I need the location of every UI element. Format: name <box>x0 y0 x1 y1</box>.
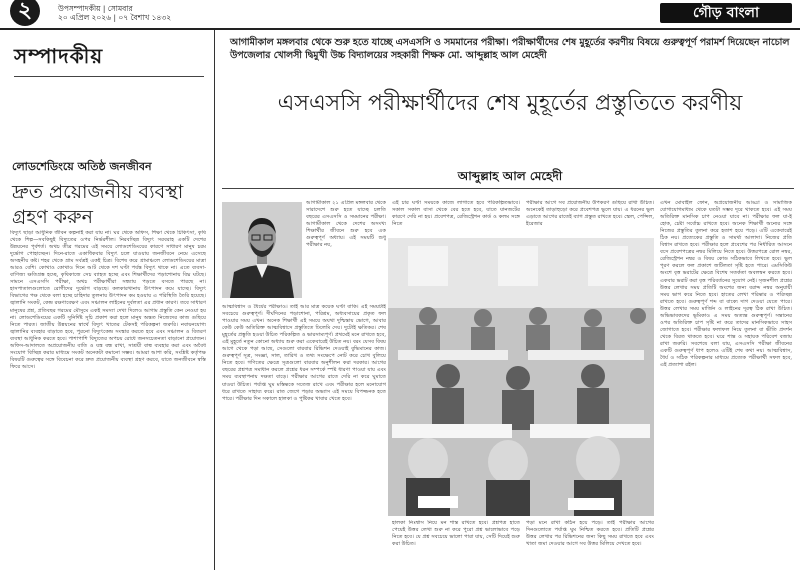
author-photo <box>222 202 302 298</box>
article-column-2-top: এই চার ঘণ্টা সময়কে কাজে লাগাতে হবে পরিকল্পিতভাবে। সকাল সকাল বাসা থেকে বের হতে হবে, যাতে যানজটের কারণে দেরি না হয়। প্রবেশপত্র, রেজিস্ট্রেশন কার্ড ও কলম সঙ্গে নিতে <box>392 200 520 228</box>
article-column-3-top: পরীক্ষার আগে সব প্রয়োজনীয় উপকরণ গুছিয়ে রাখা উচিত। অনেকেই তাড়াহুড়ো করে প্রবেশপত্র ভুলে যায়। এ ধরনের ভুল এড়াতে আগের রাতেই ব্যাগ প্রস্তুত রাখতে হবে। স্কেল, পেন্সিল, ইরেজার <box>526 200 654 228</box>
editorial-section-title: সম্পাদকীয় <box>14 44 104 68</box>
editorial-divider <box>14 76 204 77</box>
article-column-3-bottom: পড়া মনে রাখা কঠিন হয়ে পড়ে। তাই পরীক্ষার আগের দিনগুলোতে পর্যাপ্ত ঘুম নিশ্চিত করতে হবে। প্রতিটি প্রশ্নের উত্তর লেখার পর রিভিশনের জন্য কিছু সময় রাখতে হবে এবং খাতা জমা দেওয়ার আগে সব উত্তর মিলিয়ে দেখতে হবে। <box>526 520 654 548</box>
author-portrait-illustration <box>222 202 302 298</box>
exam-hall-illustration <box>388 238 654 516</box>
article-divider <box>222 188 794 189</box>
editorial-body: বিদ্যুৎ ছাড়া আধুনিক জীবন কল্পনাই করা যায় না। ঘর থেকে অফিস, শিক্ষা থেকে চিকিৎসা, কৃষি থেকে শিল্প—সবকিছুই বিদ্যুতের ওপর নির্ভরশীল। নিরবচ্ছিন্ন বিদ্যুৎ সরবরাহ একটি দেশের উন্নয়নের পূর্বশর্ত। অথচ তীব্র গরমের এই সময়ে লোডশেডিংয়ের কারণে সাধারণ মানুষ চরম দুর্ভোগ পোহাচ্ছেন। দিনে-রাতে একাধিকবার বিদ্যুৎ চলে যাওয়ায় জনজীবনে নেমে এসেছে অসহনীয় কষ্ট। শহর থেকে গ্রাম সর্বত্রই একই চিত্র। বিশেষ করে গ্রামাঞ্চলে লোডশেডিংয়ের মাত্রা আরও বেশি। কোথাও কোথাও দিনে আট থেকে দশ ঘণ্টা পর্যন্ত বিদ্যুৎ থাকে না। এতে ব্যবসা-বাণিজ্য ক্ষতিগ্রস্ত হচ্ছে, কৃষিকাজে সেচ ব্যাহত হচ্ছে এবং শিক্ষার্থীদের পড়াশোনায় বিঘ্ন ঘটছে। সামনে এসএসসি পরীক্ষা, অথচ পরীক্ষার্থীরা সন্ধ্যায় পড়তে বসতে পারছে না। হাসপাতালগুলোতে রোগীদের দুর্ভোগ বাড়ছে। কলকারখানায় উৎপাদন কমে যাচ্ছে। বিদ্যুৎ বিভাগের পক্ষ থেকে বলা হচ্ছে চাহিদার তুলনায় উৎপাদন কম হওয়ায় এ পরিস্থিতি তৈরি হয়েছে। জ্বালানি সংকট, কেন্দ্র রক্ষণাবেক্ষণ এবং সঞ্চালন লাইনের দুর্বলতা এর প্রধান কারণ। তবে সাধারণ মানুষের প্রশ্ন, প্রতিবছর গরমের মৌসুমে একই সমস্যা দেখা দিলেও আগাম প্রস্তুতি কেন নেওয়া হয় না। লোডশেডিংয়ের একটি সুনির্দিষ্ট সূচি প্রকাশ করা হলে মানুষ অন্তত নিজেদের কাজ গুছিয়ে নিতে পারত। জাতীয় উন্নয়নের স্বার্থে বিদ্যুৎ খাতের টেকসই পরিকল্পনা জরুরি। নবায়নযোগ্য জ্বালানির ব্যবহার বাড়াতে হবে, পুরনো বিদ্যুৎকেন্দ্র সংস্কার করতে হবে এবং সঞ্চালন ও বিতরণ ব্যবস্থা আধুনিক করতে হবে। পাশাপাশি বিদ্যুতের অপচয় রোধে জনসচেতনতা বাড়ানো প্রয়োজন। অফিস-আদালতে অপ্রয়োজনীয় বাতি ও যন্ত্র বন্ধ রাখা, সাশ্রয়ী বাল্ব ব্যবহার করা এবং অবৈধ সংযোগ বিচ্ছিন্ন করার মাধ্যমে সংকট অনেকটা কমানো সম্ভব। আমরা আশা করি, সংশ্লিষ্ট কর্তৃপক্ষ বিষয়টি গুরুত্বের সঙ্গে বিবেচনা করে দ্রুত প্রয়োজনীয় ব্যবস্থা গ্রহণ করবে, যাতে জনজীবনে স্বস্তি ফিরে আসে। <box>10 230 206 370</box>
article-column-1: আত্মবিশ্বাস ও ধৈর্যের পরীক্ষাও। তাই আর মাত্র কয়েক ঘণ্টা বাকি। এই সময়টাই সবচেয়ে গুরুত্বপূর্ণ। দীর্ঘদিনের পড়াশোনা, পরিশ্রম, অধ্যবসায়ের প্রকৃত ফল পাওয়ার সময় এখন। অনেক শিক্ষার্থী এই সময়ে অযথা দুশ্চিন্তায় ভোগে, আবার কেউ কেউ অতিরিক্ত আত্মবিশ্বাসে প্রস্তুতিতে ঢিলেমি দেয়। দুটোই ক্ষতিকর। শেষ মুহূর্তের প্রস্তুতি হওয়া উচিত পরিকল্পিত ও ভারসাম্যপূর্ণ। প্রথমেই মনে রাখতে হবে, এই মুহূর্তে নতুন কোনো অধ্যায় শুরু করা একেবারেই উচিত নয়। বরং যেসব বিষয় আগে থেকে পড়া আছে, সেগুলো বারবার রিভিশন দেওয়াই বুদ্ধিমানের কাজ। গুরুত্বপূর্ণ সূত্র, সংজ্ঞা, সাল, তারিখ ও তথ্য সংক্ষেপে নোট করে চোখ বুলিয়ে নিতে হবে। গণিতের ক্ষেত্রে সূত্রগুলো বারবার অনুশীলন করা দরকার। আগের বছরের প্রশ্নপত্র সমাধান করলে প্রশ্নের ধরন সম্পর্কে স্পষ্ট ধারণা পাওয়া যায় এবং সময় ব্যবস্থাপনায় দক্ষতা বাড়ে। পরীক্ষার আগের রাতে দেরি না করে ঘুমাতে যাওয়া উচিত। পর্যাপ্ত ঘুম মস্তিষ্ককে সতেজ রাখে এবং পরীক্ষার হলে মনোযোগ ধরে রাখতে সাহায্য করে। রাত জেগে পড়ার অভ্যাস এই সময়ে বিপজ্জনক হতে পারে। পরীক্ষার দিন সকালে হালকা ও পুষ্টিকর খাবার খেতে হবে। <box>222 304 386 402</box>
editorial-column <box>0 30 215 570</box>
newspaper-logo: গৌড় বাংলা <box>660 3 792 23</box>
article-headline: এসএসসি পরীক্ষার্থীদের শেষ মুহূর্তের প্রস্তুতিতে করণীয় <box>277 91 743 116</box>
article-column-1-top: আগামীকাল ২১ এপ্রিল মঙ্গলবার থেকে সারাদেশে শুরু হতে যাচ্ছে চলতি বছরের এসএসসি ও সমমানের পরীক্ষা। আগামীকাল থেকে দেশের অসংখ্য শিক্ষার্থীর জীবনে শুরু হবে এক গুরুত্বপূর্ণ অধ্যায়। এই সময়টি শুধু পরীক্ষার নয়, <box>306 200 386 249</box>
editorial-kicker: লোডশেডিংয়ে অতিষ্ঠ জনজীবন <box>12 160 152 173</box>
article-intro: আগামীকাল মঙ্গলবার থেকে শুরু হতে যাচ্ছে এসএসসি ও সমমানের পরীক্ষা। পরীক্ষার্থীদের শেষ মুহূর্তের করণীয় বিষয়ে গুরুত্বপূর্ণ পরামর্শ দিয়েছেন নাচোল উপজেলার খোলসী দ্বিমুখী উচ্চ বিদ্যালয়ের সহকারী শিক্ষক মো. আব্দুল্লাহ আল মেহেদী <box>230 37 790 61</box>
article-column-2-bottom: হালকা নিঃশ্বাস নিয়ে মন শান্ত রাখতে হবে। প্রশ্নপত্র হাতে পেয়েই উত্তর লেখা শুরু না করে পুরো প্রশ্ন ভালোভাবে পড়ে নিতে হবে। যে প্রশ্ন সবচেয়ে ভালো পারা যায়, সেটি দিয়েই শুরু করা উচিত। <box>392 520 520 548</box>
date-line: উপসম্পাদকীয় | সোমবার ২০ এপ্রিল ২০২৬ | ০৭ বৈশাখ ১৪৩২ <box>58 4 172 22</box>
page-number-badge: ২ <box>10 0 40 26</box>
editorial-title: দ্রুত প্রয়োজনীয় ব্যবস্থা গ্রহণ করুন <box>12 181 184 228</box>
exam-hall-photo <box>388 238 654 516</box>
article-column-4: এখন মোবাইল ফোন, অপ্রয়োজনীয় আড্ডা ও সামাজিক যোগাযোগমাধ্যম থেকে যতটা সম্ভব দূরে থাকতে হবে। এই সময় অতিরিক্ত মানসিক চাপ নেওয়া যাবে না। পরীক্ষার ফল যা-ই হোক, চেষ্টা সর্বোচ্চ রাখতে হবে। অনেক শিক্ষার্থী অন্যের সঙ্গে নিজের প্রস্তুতির তুলনা করে হতাশ হয়ে পড়ে। এটি একেবারেই ঠিক নয়। প্রত্যেকের প্রস্তুতি ও সামর্থ্য আলাদা। নিজের প্রতি বিশ্বাস রাখতে হবে। পরীক্ষার হলে প্রবেশের পর নির্ধারিত আসনে বসে প্রবেশপত্রের নম্বর মিলিয়ে নিতে হবে। উত্তরপত্রে রোল নম্বর, রেজিস্ট্রেশন নম্বর ও বিষয় কোড সঠিকভাবে লিখতে হবে। ভুল পূরণ করলে ফল প্রকাশে জটিলতা সৃষ্টি হতে পারে। এমসিকিউ অংশে বৃত্ত ভরাটের ক্ষেত্রে বিশেষ সতর্কতা অবলম্বন করতে হবে। একবার ভরাট করা বৃত্ত পরিবর্তনের সুযোগ নেই। সৃজনশীল প্রশ্নের উত্তর লেখার সময় প্রতিটি অংশের জন্য বরাদ্দ নম্বর অনুযায়ী সময় ভাগ করে নিতে হবে। হাতের লেখা পরিষ্কার ও পরিচ্ছন্ন রাখতে হবে। গুরুত্বপূর্ণ শব্দ বা বাক্যে দাগ দেওয়া যেতে পারে। উত্তর লেখার সময় মার্জিন ও লাইনের দূরত্ব ঠিক রাখা উচিত। অভিভাবকদের ভূমিকাও এ সময় অত্যন্ত গুরুত্বপূর্ণ। সন্তানের ওপর অতিরিক্ত চাপ সৃষ্টি না করে তাদের মানসিকভাবে সাহস জোগাতে হবে। পরীক্ষার ফলাফল নিয়ে তুলনা বা ভীতি প্রদর্শন থেকে বিরত থাকতে হবে। ঘরে শান্ত ও সহায়ক পরিবেশ বজায় রাখা জরুরি। সবশেষে বলা যায়, এসএসসি পরীক্ষা জীবনের একটি গুরুত্বপূর্ণ ধাপ হলেও এটিই শেষ কথা নয়। আত্মবিশ্বাস, ধৈর্য ও সঠিক পরিকল্পনার মাধ্যমে প্রত্যেক পরীক্ষার্থী সফল হবে, এই প্রত্যাশা রইল। <box>660 200 792 369</box>
article-byline: আব্দুল্লাহ আল মেহেদী <box>457 169 563 183</box>
masthead <box>0 0 800 30</box>
